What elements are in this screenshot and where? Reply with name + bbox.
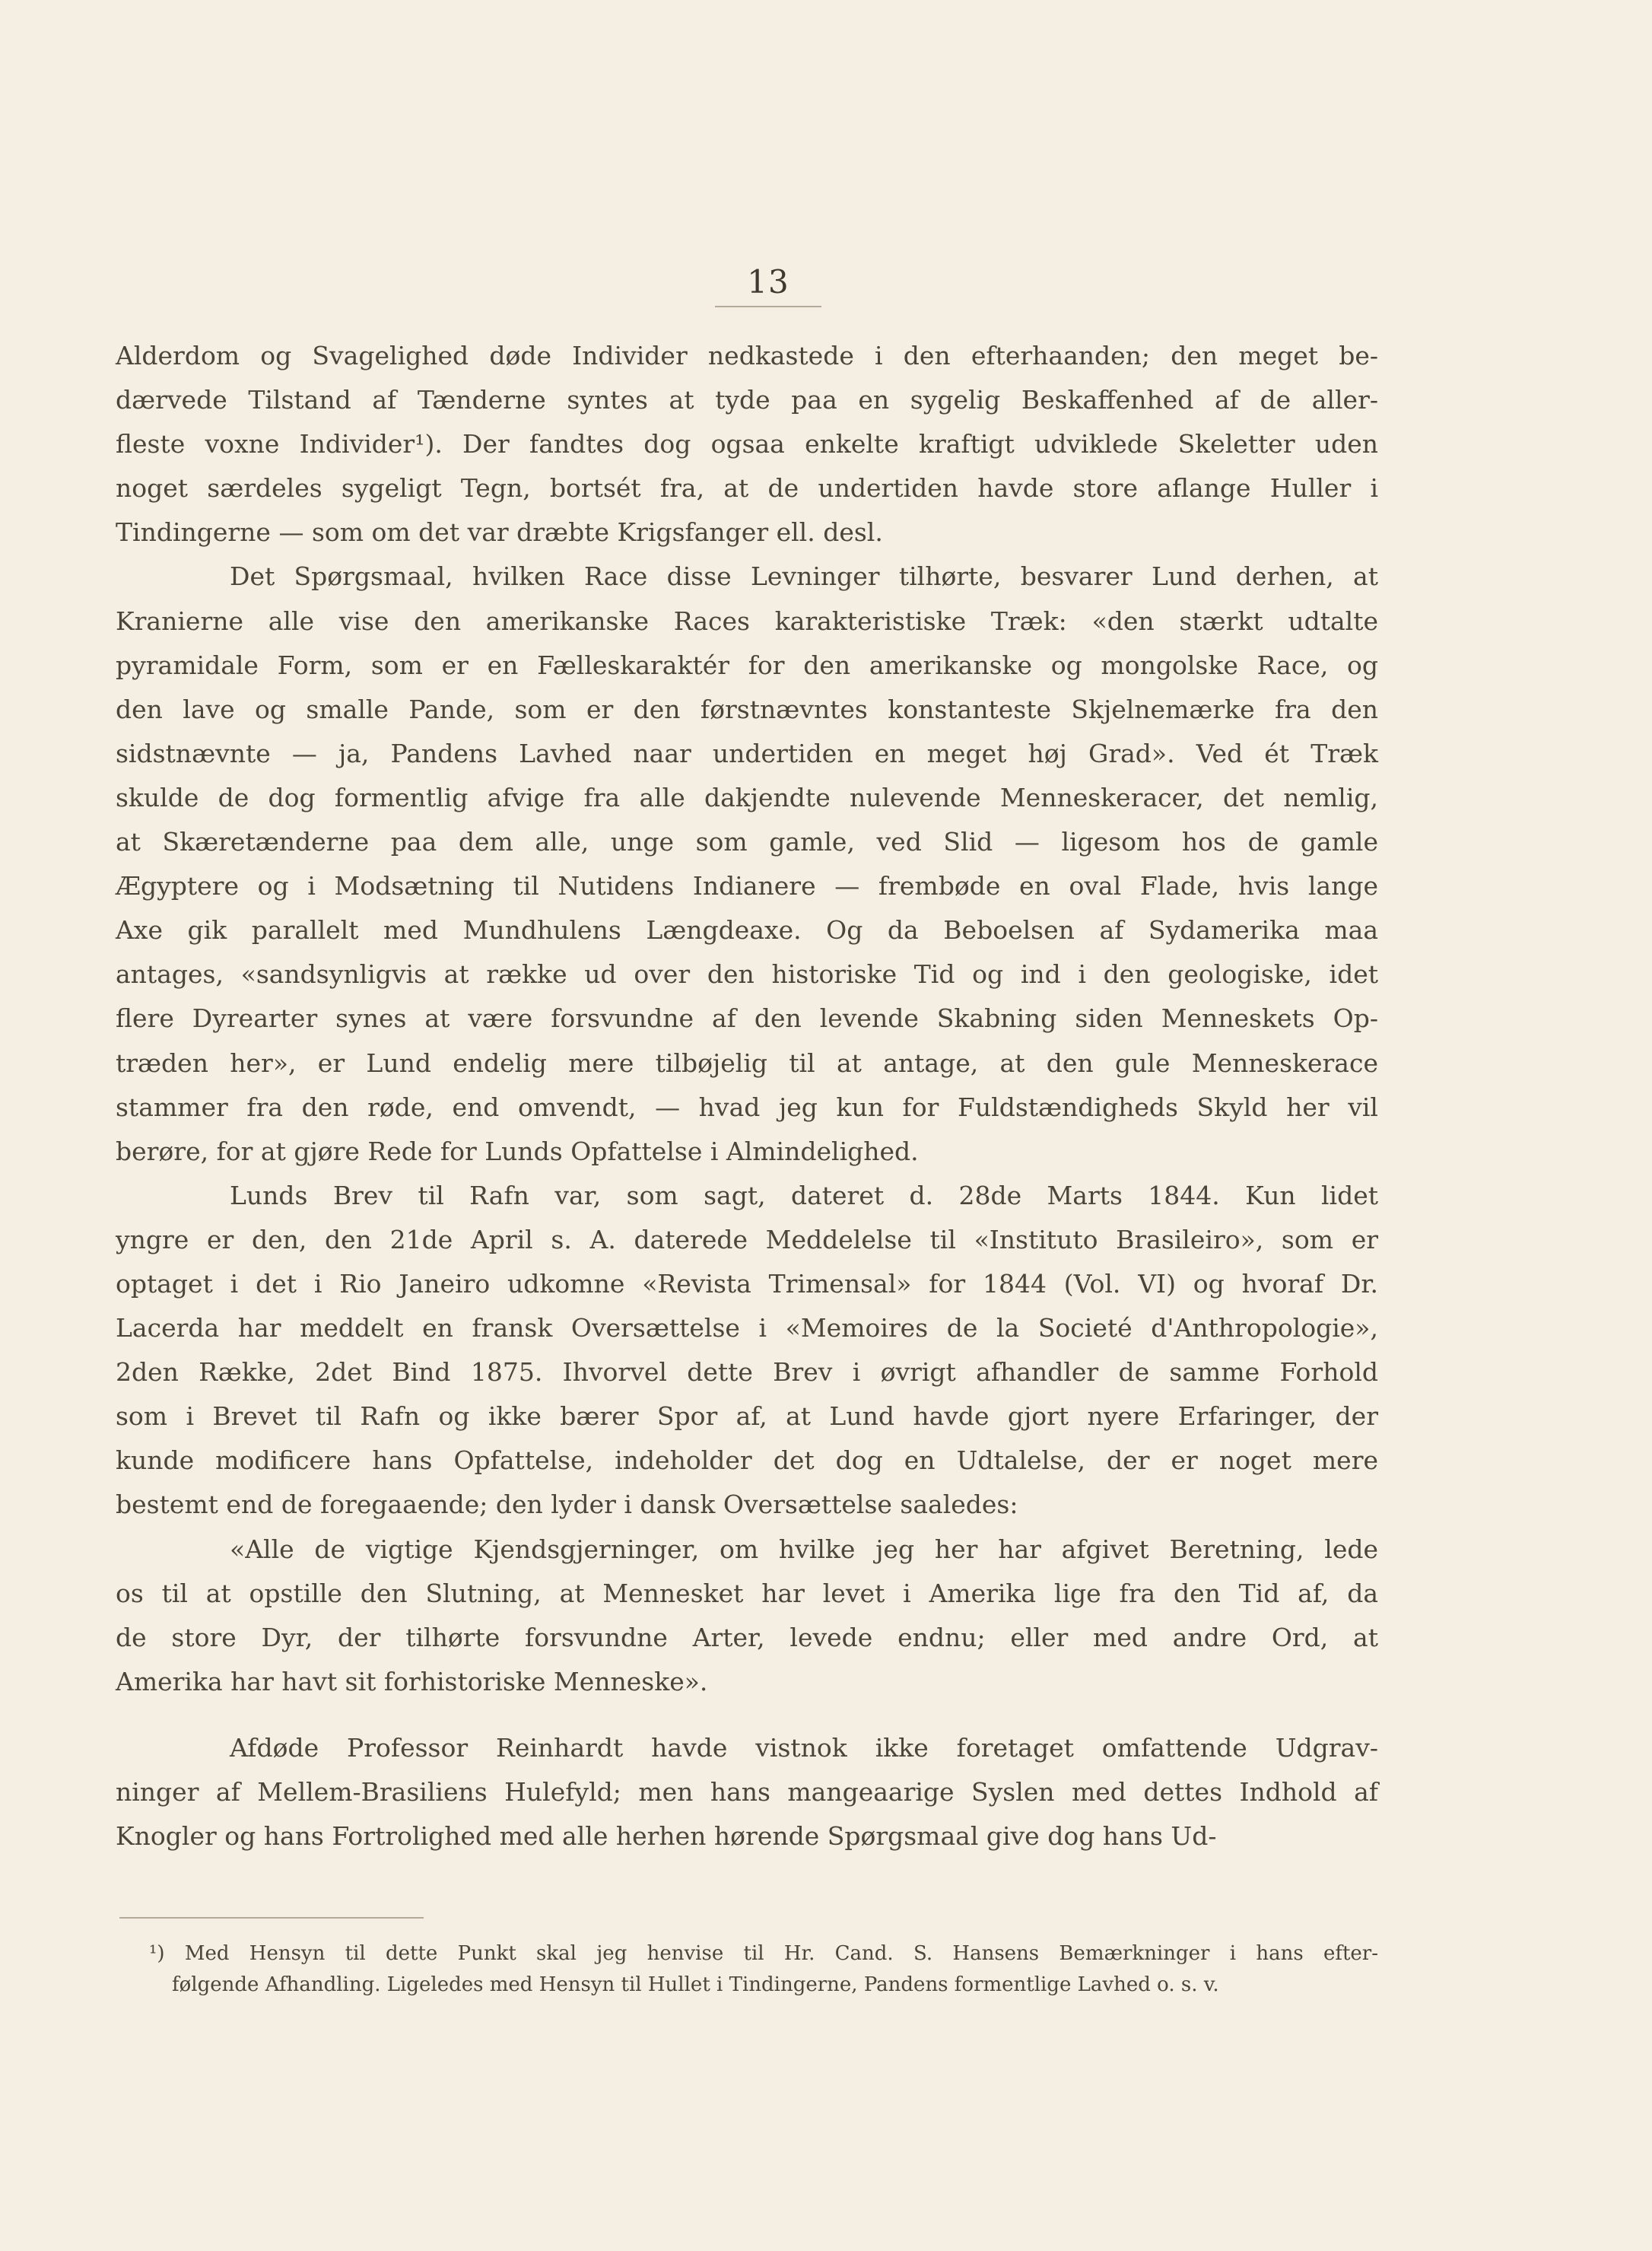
text-line: 2den Række, 2det Bind 1875. Ihvorvel dette Brev i øvrigt afhandler de samme Forhold xyxy=(116,1357,1378,1388)
footnote-line: følgende Afhandling. Ligeledes med Hensyn til Hullet i Tindingerne, Pandens formentlige Lavhed o. s. v. xyxy=(172,1973,1219,1996)
footnote-separator xyxy=(119,1917,424,1919)
text-line: at Skæretænderne paa dem alle, unge som gamle, ved Slid — ligesom hos de gamle xyxy=(116,827,1378,857)
page-number: 13 xyxy=(747,263,789,300)
text-line: sidstnævnte — ja, Pandens Lavhed naar undertiden en meget høj Grad». Ved ét Træk xyxy=(116,738,1378,768)
text-line: flere Dyrearter synes at være forsvundne af den levende Skabning siden Menneskets Op- xyxy=(116,1003,1378,1034)
text-line: Alderdom og Svagelighed døde Individer nedkastede i den efterhaanden; den meget be- xyxy=(116,341,1378,370)
footnote xyxy=(149,1938,1378,2001)
body-text xyxy=(116,334,1378,1858)
text-line: som i Brevet til Rafn og ikke bærer Spor af, at Lund havde gjort nyere Erfaringer, der xyxy=(116,1401,1378,1432)
text-line: Knogler og hans Fortrolighed med alle herhen hørende Spørgsmaal give dog hans Ud- xyxy=(116,1821,1217,1852)
text-line: noget særdeles sygeligt Tegn, bortsét fra, at de undertiden havde store aflange Huller i xyxy=(116,473,1378,504)
text-line: skulde de dog formentlig afvige fra alle dakjendte nulevende Menneskeracer, det nemlig, xyxy=(116,782,1378,812)
text-line: Ægyptere og i Modsætning til Nutidens Indianere — frembøde en oval Flade, hvis lange xyxy=(116,871,1378,901)
text-line: Det Spørgsmaal, hvilken Race disse Levninger tilhørte, besvarer Lund derhen, at xyxy=(230,561,1378,592)
text-line: Lacerda har meddelt en fransk Oversættelse i «Memoires de la Societé d'Anthropologie», xyxy=(116,1313,1378,1343)
footnote-line: ¹) Med Hensyn til dette Punkt skal jeg henvise til Hr. Cand. S. Hansens Bemærkninger i hans efter- xyxy=(149,1942,1378,1965)
text-line: pyramidale Form, som er en Fælleskaraktér for den amerikanske og mongolske Race, og xyxy=(116,650,1378,680)
text-line: Axe gik parallelt med Mundhulens Længdeaxe. Og da Beboelsen af Sydamerika maa xyxy=(116,915,1378,946)
text-line: de store Dyr, der tilhørte forsvundne Arter, levede endnu; eller med andre Ord, at xyxy=(116,1622,1378,1652)
text-line: yngre er den, den 21de April s. A. daterede Meddelelse til «Instituto Brasileiro», som er xyxy=(116,1224,1378,1254)
text-line: ninger af Mellem-Brasiliens Hulefyld; men hans mangeaarige Syslen med dettes Indhold af xyxy=(116,1777,1378,1807)
text-line: berøre, for at gjøre Rede for Lunds Opfattelse i Almindelighed. xyxy=(116,1136,919,1166)
page-number-rule xyxy=(715,306,821,307)
text-line: Tindingerne — som om det var dræbte Krigsfanger ell. desl. xyxy=(116,517,883,548)
text-line: antages, «sandsynligvis at række ud over den historiske Tid og ind i den geologiske, idet xyxy=(116,959,1378,990)
paragraph xyxy=(116,1528,1378,1704)
text-line: den lave og smalle Pande, som er den førstnævntes konstanteste Skjelnemærke fra den xyxy=(116,694,1378,724)
paragraph xyxy=(116,334,1378,555)
paragraph xyxy=(116,1726,1378,1858)
text-line: optaget i det i Rio Janeiro udkomne «Revista Trimensal» for 1844 (Vol. VI) og hvoraf Dr. xyxy=(116,1268,1378,1299)
text-line: kunde modificere hans Opfattelse, indeholder det dog en Udtalelse, der er noget mere xyxy=(116,1445,1378,1476)
text-line: Kranierne alle vise den amerikanske Races karakteristiske Træk: «den stærkt udtalte xyxy=(116,606,1378,636)
text-line: fleste voxne Individer¹). Der fandtes dog ogsaa enkelte kraftigt udviklede Skeletter uden xyxy=(116,429,1378,459)
text-line: os til at opstille den Slutning, at Mennesket har levet i Amerika lige fra den Tid af, da xyxy=(116,1578,1378,1608)
paragraph xyxy=(116,555,1378,1173)
text-line: stammer fra den røde, end omvendt, — hvad jeg kun for Fuldstændigheds Skyld her vil xyxy=(116,1092,1378,1122)
text-line: Lunds Brev til Rafn var, som sagt, dateret d. 28de Marts 1844. Kun lidet xyxy=(230,1180,1378,1210)
paragraph-gap xyxy=(116,1704,1378,1726)
text-line: dærvede Tilstand af Tænderne syntes at tyde paa en sygelig Beskaffenhed af de aller- xyxy=(116,385,1378,415)
text-line: træden her», er Lund endelig mere tilbøjelig til at antage, at den gule Menneskerace xyxy=(116,1048,1378,1078)
text-line: bestemt end de foregaaende; den lyder i dansk Oversættelse saaledes: xyxy=(116,1490,1018,1520)
text-line: Amerika har havt sit forhistoriske Menneske». xyxy=(116,1666,708,1696)
paragraph xyxy=(116,1174,1378,1528)
text-line: Afdøde Professor Reinhardt havde vistnok ikke foretaget omfattende Udgrav- xyxy=(230,1732,1378,1763)
text-line: «Alle de vigtige Kjendsgjerninger, om hvilke jeg her har afgivet Beretning, lede xyxy=(230,1534,1378,1564)
